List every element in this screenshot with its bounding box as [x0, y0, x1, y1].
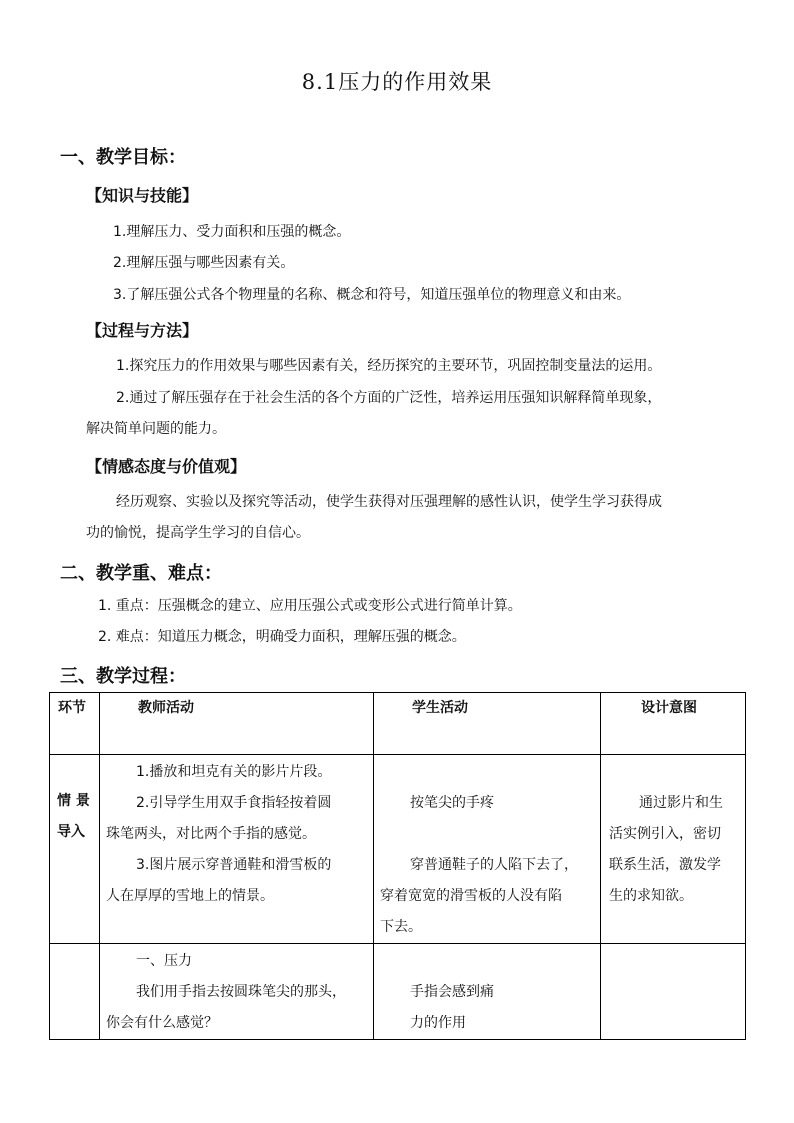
student-line: 下去。	[380, 919, 422, 935]
table-row	[50, 944, 746, 1040]
document-title: 8.1压力的作用效果	[301, 70, 493, 94]
teacher-activity-cell	[100, 944, 374, 1040]
subheading-process: 【过程与方法】	[86, 321, 199, 340]
teacher-line: 我们用手指去按圆珠笔尖的那头，	[136, 984, 346, 1000]
student-line	[374, 819, 600, 850]
table-header-row	[50, 693, 746, 755]
student-line	[374, 946, 600, 977]
subheading-knowledge: 【知识与技能】	[86, 186, 199, 205]
intent-line	[601, 757, 745, 788]
emotion-line-1: 经历观察、实验以及探究等活动，使学生获得对压强理解的感性认识，使学生学习获得成	[116, 494, 662, 510]
teacher-line: 3.图片展示穿普通鞋和滑雪板的	[136, 857, 332, 873]
knowledge-item-1: 1.理解压力、受力面积和压强的概念。	[113, 224, 351, 240]
intent-line: 生的求知欲。	[609, 888, 693, 904]
header-student: 学生活动	[412, 700, 468, 716]
header-teacher: 教师活动	[138, 700, 194, 716]
knowledge-item-2: 2.理解压强与哪些因素有关。	[113, 255, 295, 271]
header-cell-teacher	[100, 693, 374, 755]
key-point-1: 1. 重点：压强概念的建立、应用压强公式或变形公式进行简单计算。	[98, 598, 522, 614]
section-heading-key-points: 二、教学重、难点：	[60, 563, 222, 584]
teacher-line: 一、压力	[136, 953, 192, 969]
student-line: 按笔尖的手疼	[410, 795, 494, 811]
intent-line: 联系生活，激发学	[609, 857, 721, 873]
design-intent-cell	[601, 755, 746, 944]
student-line: 手指会感到痛	[410, 984, 494, 1000]
student-line: 穿普通鞋子的人陷下去了，	[410, 857, 578, 873]
header-cell-student	[374, 693, 601, 755]
student-line: 穿着宽宽的滑雪板的人没有陷	[380, 888, 562, 904]
teacher-line: 人在厚厚的雪地上的情景。	[106, 888, 274, 904]
student-activity-cell	[374, 944, 601, 1040]
process-item-2-line-1: 2.通过了解压强存在于社会生活的各个方面的广泛性，培养运用压强知识解释简单现象，	[116, 390, 662, 406]
header-cell-stage	[50, 693, 100, 755]
process-item-2-line-2: 解决简单问题的能力。	[86, 421, 226, 437]
student-activity-cell	[374, 755, 601, 944]
header-cell-intent	[601, 693, 746, 755]
subheading-emotion: 【情感态度与价值观】	[86, 457, 247, 476]
teacher-activity-cell	[100, 755, 374, 944]
section-heading-objectives: 一、教学目标：	[60, 147, 186, 168]
student-line	[374, 757, 600, 788]
teacher-line: 珠笔两头，对比两个手指的感觉。	[106, 826, 316, 842]
section-heading-process: 三、教学过程：	[60, 666, 186, 687]
teacher-line: 2.引导学生用双手食指轻按着圆	[136, 795, 332, 811]
student-line: 力的作用	[410, 1015, 466, 1031]
key-point-2: 2. 难点：知道压力概念，明确受力面积，理解压强的概念。	[98, 629, 466, 645]
header-stage: 环节	[58, 700, 86, 716]
stage-cell	[50, 944, 100, 1040]
process-item-1: 1.探究压力的作用效果与哪些因素有关，经历探究的主要环节，巩固控制变量法的运用。	[116, 358, 662, 374]
table-row	[50, 755, 746, 944]
design-intent-cell	[601, 944, 746, 1040]
stage-cell	[50, 755, 100, 944]
emotion-line-2: 功的愉悦，提高学生学习的自信心。	[86, 525, 310, 541]
stage-label-line-1: 情 景	[57, 793, 90, 809]
intent-line: 通过影片和生	[639, 795, 723, 811]
teacher-line: 你会有什么感觉？	[106, 1015, 218, 1031]
teacher-line: 1.播放和坦克有关的影片片段。	[136, 764, 332, 780]
teaching-process-table	[49, 692, 746, 1040]
stage-label-line-2: 导入	[57, 824, 85, 840]
header-intent: 设计意图	[641, 700, 697, 716]
knowledge-item-3: 3.了解压强公式各个物理量的名称、概念和符号，知道压强单位的物理意义和由来。	[113, 287, 631, 303]
intent-line: 活实例引入，密切	[609, 826, 721, 842]
